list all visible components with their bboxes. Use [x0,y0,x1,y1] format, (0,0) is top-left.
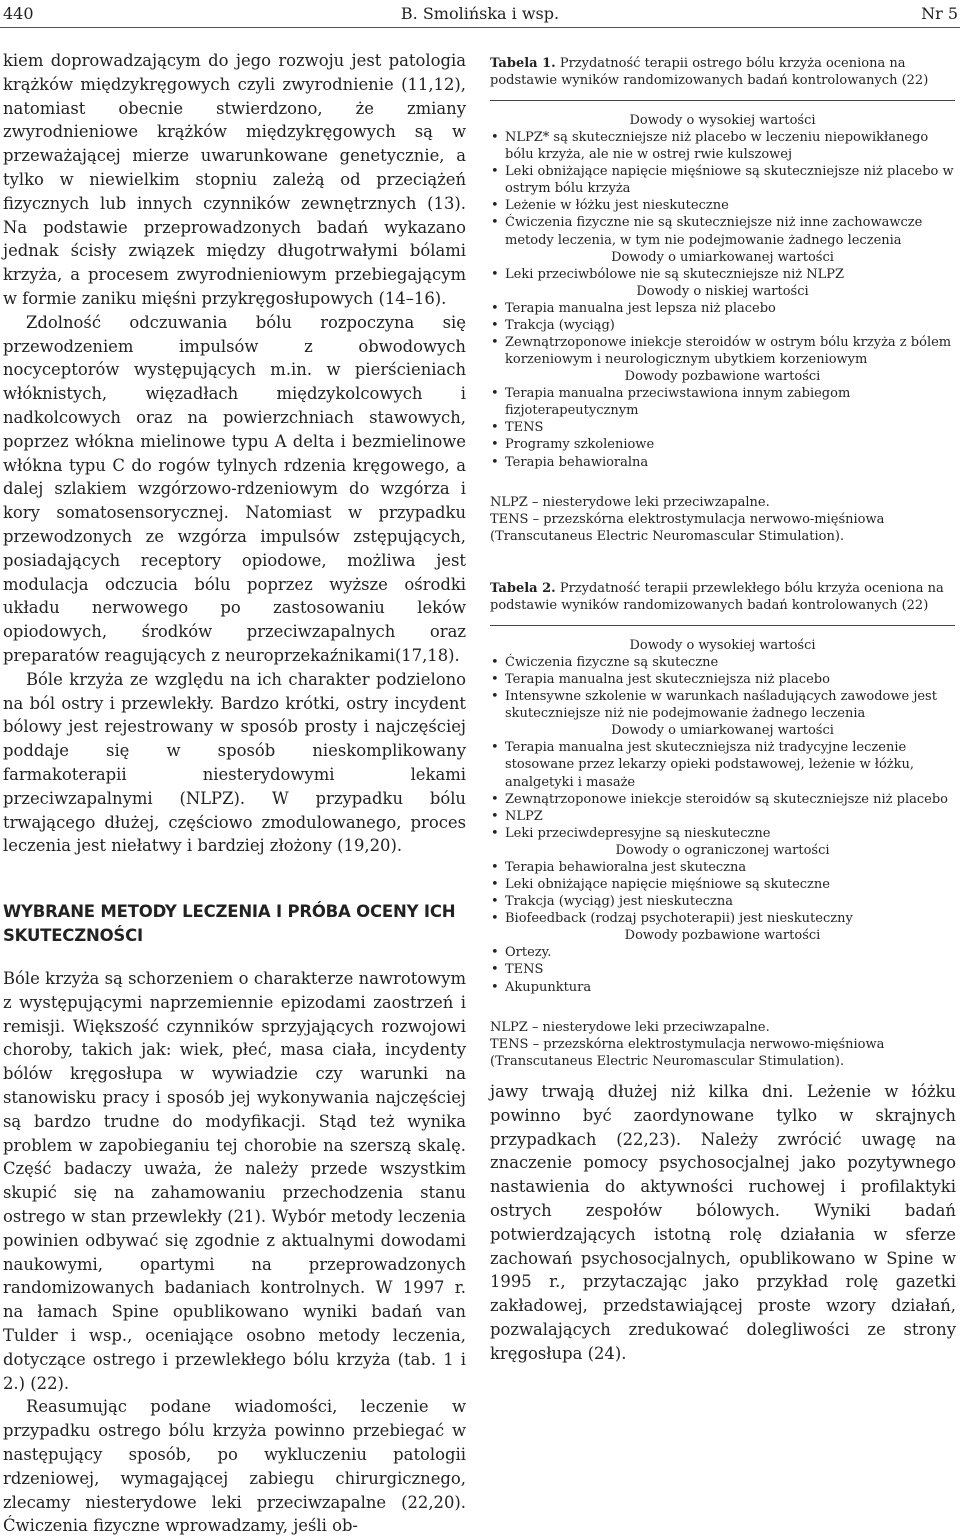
paragraph: Reasumując podane wiadomości, leczenie w przypadku ostrego bólu krzyża powinno przebiegać w następujący sposób, po wykluczeniu patologii rdzeniowej, wymagającej zabiegu chirurgicznego, zlecamy niesterydowe leki przeciwzapalne (22,20). Ćwiczenia fizyczne wprowadzamy, jeśli ob- [3,1397,466,1536]
table-item-list [490,944,955,995]
table-list-item: • Leki obniżające napięcie mięśniowe są skuteczne [490,876,955,893]
table-note: NLPZ – niesterydowe leki przeciwzapalne. [490,494,770,510]
table-section-heading: Dowody pozbawione wartości [624,928,821,944]
table-list-item: • Leki przeciwbólowe nie są skuteczniejsze niż NLPZ [490,266,955,283]
table-body [490,637,955,996]
paragraph: kiem doprowadzającym do jego rozwoju jest patologia krążków międzykręgowych czyli zwyrodnienie (11,12), natomiast obecnie stwierdzono, że zmiany zwyrodnieniowe krążków międzykręgowych są w przeważającej mierze uwarunkowane genetycznie, a tylko w niewielkim stopniu zależą od przeciążeń fizycznych lub innych czynników zewnętrznych (13). Na podstawie przeprowadzonych badań wykazano jednak ścisły związek między długotrwałymi bólami krzyża, a procesem zwyrodnieniowym przebiegającym w formie zaniku mięśni przykręgosłupowych (14–16). [3,51,466,308]
table-list-item: • NLPZ* są skuteczniejsze niż placebo w leczeniu niepowikłanego bólu krzyża, ale nie w ostrej rwie kulszowej [490,129,955,163]
table-list-item: • Trakcja (wyciąg) jest nieskuteczna [490,893,955,910]
table-list-item: • Ćwiczenia fizyczne nie są skuteczniejsze niż inne zachowawcze metody leczenia, w tym nie podejmowanie żadnego leczenia [490,214,955,248]
table-label: Tabela 2. [490,581,556,596]
table-list-item: • Terapia manualna jest lepsza niż placebo [490,300,955,317]
table-item-list [490,654,955,722]
table-1 [490,55,955,545]
table-list-item: • Ćwiczenia fizyczne są skuteczne [490,654,955,671]
table-list-item: • NLPZ [490,808,955,825]
table-item-list [490,739,955,842]
table-caption [490,580,955,614]
table-2 [490,580,955,1070]
table-list-item: • Ortezy. [490,944,955,961]
table-list-item: • Terapia manualna przeciwstawiona innym zabiegom fizjoterapeutycznym [490,385,955,419]
table-list-item: • Trakcja (wyciąg) [490,317,955,334]
table-item-list [490,859,955,927]
running-header [0,0,960,26]
table-list-item: • Terapia behawioralna [490,454,955,471]
table-rule [490,100,955,101]
table-list-item: • TENS [490,419,955,436]
table-list-item: • Intensywne szkolenie w warunkach naśladujących zawodowe jest skuteczniejsze niż nie podejmowanie żadnego leczenia [490,688,955,722]
table-item-list [490,385,955,470]
paragraph: Bóle krzyża ze względu na ich charakter podzielono na ból ostry i przewlekły. Bardzo krótki, ostry incydent bólowy jest rejestrowany w sposób prosty i najczęściej poddaje się w sposób nieskomplikowany farmakoterapii niesterydowymi lekami przeciwzapalnymi (NLPZ). W przypadku bólu trwającego dłużej, częściowo zmodulowanego, proces leczenia jest niełatwy i bardziej złożony (19,20). [3,669,466,856]
table-note: TENS – przezskórna elektrostymulacja nerwowo-mięśniowa (Transcutaneus Electric Neuromascular Stimulation). [490,1036,885,1069]
table-list-item: • Zewnątrzoponowe iniekcje steroidów są skuteczniejsze niż placebo [490,791,955,808]
table-list-item: • TENS [490,961,955,978]
table-body [490,112,955,471]
table-list-item: • Terapia behawioralna jest skuteczna [490,859,955,876]
table-item-list [490,300,955,368]
table-list-item: • Zewnątrzoponowe iniekcje steroidów w ostrym bólu krzyża z bólem korzeniowym i neurologicznym ubytkiem korzeniowym [490,334,955,368]
table-list-item: • Leki obniżające napięcie mięśniowe są skuteczniejsze niż placebo w ostrym bólu krzyża [490,163,955,197]
table-list-item: • Programy szkoleniowe [490,436,955,453]
paragraph: jawy trwają dłużej niż kilka dni. Leżenie w łóżku powinno być zaordynowane tylko w skrajnych przypadkach (22,23). Należy zwrócić uwagę na znaczenie pomocy psychosocjalnej jako pozytywnego nastawienia do aktywności ruchowej i profilaktyki ostrych zespołów bólowych. Wyniki badań potwierdzających istotną rolę działania w sferze zachowań psychosocjalnych, opublikowano w Spine w 1995 r., przytaczając jako przykład rolę gazetki zakładowej, przedstawiającej proste wzory działań, pozwalających zredukować dolegliwości ze strony kręgosłupa (24). [490,1082,956,1363]
table-label: Tabela 1. [490,56,556,71]
page-number: 440 [3,4,34,23]
left-column [3,49,466,1538]
table-caption [490,55,955,89]
paragraph: Zdolność odczuwania bólu rozpoczyna się przewodzeniem impulsów z obwodowych nocyceptorów występujących m.in. w pierścieniach włóknistych, więzadłach międzykolcowych i nadkolcowych oraz na powierzchniach stawowych, poprzez włókna mielinowe typu A delta i bezmielinowe włókna typu C do rogów tylnych rdzenia kręgowego, a dalej szlakiem wzgórzowo-rdzeniowym do wzgórza i kory somatosensorycznej. Natomiast w przypadku przewodzonych ze wzgórza impulsów zstępujących, posiadających receptory opiodowe, możliwa jest modulacja odczucia bólu poprzez wyższe ośrodki układu nerwowego po zastosowaniu leków opiodowych, środków przeciwzapalnych oraz preparatów reagujących z neuroprzekaźnikami(17,18). [3,312,466,665]
table-section-heading: Dowody o niskiej wartości [636,283,809,299]
table-note: NLPZ – niesterydowe leki przeciwzapalne. [490,1019,770,1035]
running-authors: B. Smolińska i wsp. [400,4,560,23]
table-item-list [490,129,955,249]
table-list-item: • Terapia manualna jest skuteczniejsza niż tradycyjne leczenie stosowane przez lekarzy opieki podstawowej, leżenie w łóżku, analgetyki i masaże [490,739,955,790]
right-column-text [490,1080,956,1366]
table-section-heading: Dowody o wysokiej wartości [629,638,816,653]
table-list-item: • Terapia manualna jest skuteczniejsza niż placebo [490,671,955,688]
table-list-item: • Leżenie w łóżku jest nieskuteczne [490,197,955,214]
table-list-item: • Leki przeciwdepresyjne są nieskuteczne [490,825,955,842]
section-heading: WYBRANE METODY LECZENIA I PRÓBA OCENY ICH SKUTECZNOŚCI [3,902,456,946]
table-section-heading: Dowody o umiarkowanej wartości [611,723,834,739]
table-section-heading: Dowody o wysokiej wartości [629,113,816,128]
table-spacer [490,484,955,485]
table-section-heading: Dowody pozbawione wartości [624,369,821,385]
table-rule [490,625,955,626]
table-note: TENS – przezskórna elektrostymulacja nerwowo-mięśniowa (Transcutaneus Electric Neuromascular Stimulation). [490,511,885,544]
table-section-heading: Dowody o umiarkowanej wartości [611,249,834,265]
table-section-heading: Dowody o ograniczonej wartości [615,842,830,858]
table-caption-text: Przydatność terapii przewlekłego bólu krzyża oceniona na podstawie wyników randomizowanych badań kontrolowanych (22) [490,581,944,613]
table-spacer [490,1009,955,1010]
table-caption-text: Przydatność terapii ostrego bólu krzyża oceniona na podstawie wyników randomizowanych badań kontrolowanych (22) [490,56,929,88]
table-list-item: • Biofeedback (rodzaj psychoterapii) jest nieskuteczny [490,910,955,927]
issue-number: Nr 5 [921,4,958,23]
table-list-item: • Akupunktura [490,979,955,996]
table-item-list [490,266,955,283]
header-rule [0,27,960,28]
paragraph: Bóle krzyża są schorzeniem o charakterze nawrotowym z występującymi naprzemiennie epizodami zaostrzeń i remisji. Większość czynników sprzyjających rozwojowi choroby, takich jak: wiek, płeć, masa ciała, incydenty bólów kręgosłupa w wywiadzie czy warunki na stanowisku pracy i sposób jej wykonywania najczęściej są bardzo trudne do modyfikacji. Stąd też wynika problem w zapobieganiu tej chorobie na szerszą skalę. Część badaczy uważa, że należy przede wszystkim skupić się na zahamowaniu przechodzenia stanu ostrego w stan przewlekły (21). Wybór metody leczenia powinien odbywać się zgodnie z aktualnymi dowodami naukowymi, opartymi na przeprowadzonych randomizowanych badaniach kontrolnych. W 1997 r. na łamach Spine opublikowano wyniki badań van Tulder i wsp., oceniające osobno metody leczenia, dotyczące ostrego i przewlekłego bólu krzyża (tab. 1 i 2.) (22). [3,969,466,1393]
